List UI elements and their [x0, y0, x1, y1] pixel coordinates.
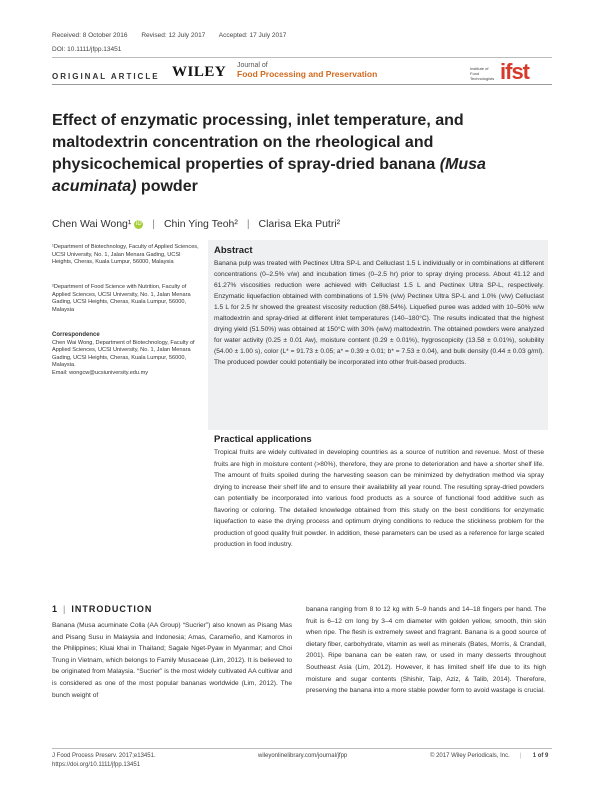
intro-column-2: banana ranging from 8 to 12 kg with 5–9 hands and 14–18 fingers per hand. The fruit is 6–12 cm long by 3–4 cm diameter with golden yellow, smooth, thin skin when ripe. The flesh is extremely sweet and fragrant. Banana is a good source of dietary fiber, carbohydrate, vitamin as well as minerals (Bates, Morris, & Crandall, 2001). Ripe banana can be eaten raw, or used in many desserts throughout Southeast Asia (Lim, 2012). However, it has limited shelf life due to its high moisture and sugar contents (Shishir, Taip, Aziz, & Talib, 2014). Therefore, preserving the banana into a more stable powder form to avoid wastage is crucial.: [306, 606, 546, 695]
footer-separator: |: [519, 753, 522, 759]
author-2[interactable]: Chin Ying Teoh²: [163, 218, 238, 230]
masthead-divider: [52, 84, 552, 85]
journal-name: Food Processing and Preservation: [237, 69, 378, 79]
section-number: 1: [52, 604, 59, 614]
footer-citation: [52, 752, 156, 770]
publisher-logo: WILEY: [172, 64, 227, 80]
practical-heading: Practical applications: [214, 434, 312, 445]
paper-title: [52, 110, 512, 198]
author-list: [52, 218, 340, 230]
journal-prefix: Journal of: [237, 62, 268, 69]
section-separator: |: [63, 604, 67, 614]
author-1[interactable]: Chen Wai Wong¹: [52, 218, 132, 230]
affiliation-2: ²Department of Food Science with Nutrition, Faculty of Applied Sciences, UCSI University, No. 1, Jalan Menara Gading, UCSI Heights, Cheras, Kuala Lumpur, 56000, Malaysia: [52, 284, 191, 313]
affiliation-1: ¹Department of Biotechnology, Faculty of Applied Sciences, UCSI University, No. 1, Jalan Menara Gading, UCSI Heights, Cheras, Kuala Lumpur, 56000, Malaysia: [52, 244, 199, 265]
article-type: ORIGINAL ARTICLE: [52, 72, 160, 81]
title-species: (Musa acuminata): [52, 156, 486, 195]
ift-caption: Institute of Food Technologists: [470, 66, 495, 81]
article-dates: [52, 32, 298, 39]
practical-text: Tropical fruits are widely cultivated in developing countries as a source of nutrition and revenue. Most of these fruits are high in moisture content (>80%), therefore, they are prone to deterioration and have a shorter shelf life. The amount of fruits spoiled during the harvesting season can be minimized by dehydration method via spray drying to increase their shelf life and to ensure their availability all year round. The resulting spray-dried powders can potentially be incorporated into various food products as a source of functional food additive such as flavoring or coloring. The detailed knowledge obtained from this study on the best conditions for enzymatic liquefaction to ease the drying process and optimum drying conditions to reduce the stickiness problem for the production of good quality fruit powder. In addition, these parameters can be used as a reference for large scaled production in food industry.: [214, 449, 544, 548]
copyright: © 2017 Wiley Periodicals, Inc.: [430, 753, 510, 759]
citation: J Food Process Preserv. 2017;e13451.: [52, 753, 156, 759]
abstract-text: Banana pulp was treated with Pectinex Ultra SP-L and Celluclast 1.5 L individually or in combinations at different concentrations (0–2.5% v/w) and incubation times (0–2.5 hr) prior to spray drying process. About 41.12 and 61.27% viscosities reduction were achieved with Celluclast 1.5 L and Pectinex Ultra SP-L, respectively. Enzymatic liquefaction obtained with combinations of 1.5% (v/w) Pectinex Ultra SP-L and 1.0% (v/w) Celluclast 1.5 L for 2.5 hr showed the greatest viscosity reduction (88.54%). Liquefied puree was added with 10–50% w/w maltodextrin and spray-dried at different inlet temperatures (140–180°C). The results indicated that the highest drying yield (51.50%) was obtained at 150°C with 30% (w/w) maltodextrin. The obtained powders were analyzed for water activity (0.25 ± 0.01 Aw), moisture content (0.29 ± 0.01%), hygroscopicity (13.58 ± 0.01%), solubility (54.00 ± 1.00 s), color (L* = 91.73 ± 0.05; a* = 0.39 ± 0.01; b* = 7.53 ± 0.04), and bulk density (0.44 ± 0.03 g/ml). The produced powder could potentially be incorporated into other fruit-based products.: [214, 260, 544, 366]
footer-right: [430, 752, 548, 761]
page-number: 1 of 9: [532, 753, 549, 759]
revised-date: Revised: 12 July 2017: [141, 32, 206, 39]
ift-logo: ifst: [500, 59, 529, 84]
header-divider: [52, 57, 552, 58]
author-separator: |: [246, 218, 250, 230]
doi-link[interactable]: https://doi.org/10.1111/jfpp.13451: [52, 762, 141, 768]
correspondence-email[interactable]: Email: wongcw@ucsiuniversity.edu.my: [52, 369, 149, 376]
doi: DOI: 10.1111/jfpp.13451: [52, 46, 122, 53]
correspondence-heading: Correspondence: [52, 332, 100, 338]
correspondence: [52, 332, 202, 377]
orcid-icon[interactable]: iD: [136, 220, 142, 227]
journal-site-link[interactable]: wileyonlinelibrary.com/journal/jfpp: [258, 753, 348, 759]
intro-column-1: Banana (Musa acuminate Colla (AA Group) “Sucrier”) also known as Pisang Mas and Pisang Susu in Malaysia and Indonesia; Amas, Carameño, and Kamoros in the Philippines; Kluai khai in Thailand; Sagale Nget-Pyaw in Myanmar; and Choi Trung in Vietnam, which belongs to Family Musaceae (Lim, 2012). It is believed to be originated from Malaysia. “Sucrier” is the most widely cultivated AA cultivar and is considered as one of the most popular bananas worldwide (Lim, 2012). The bunch weight of: [52, 622, 292, 699]
received-date: Received: 8 October 2016: [52, 32, 128, 39]
introduction-heading: [52, 604, 152, 614]
footer-divider: [52, 748, 552, 749]
correspondence-text: Chen Wai Wong, Department of Biotechnology, Faculty of Applied Sciences, UCSI University, No. 1, Jalan Menara Gading, UCSI Heights, Cheras, Kuala Lumpur, 56000, Malaysia.: [52, 339, 195, 368]
author-3[interactable]: Clarisa Eka Putri²: [258, 218, 341, 230]
accepted-date: Accepted: 17 July 2017: [218, 32, 287, 39]
title-suffix: powder: [140, 178, 198, 195]
journal-title: [237, 61, 377, 80]
abstract-heading: Abstract: [214, 245, 253, 256]
title-text: Effect of enzymatic processing, inlet temperature, and maltodextrin concentration on the rheological and physicochemical properties of spray-dried banana: [52, 112, 464, 173]
author-separator: |: [152, 218, 156, 230]
section-title: INTRODUCTION: [71, 604, 153, 614]
